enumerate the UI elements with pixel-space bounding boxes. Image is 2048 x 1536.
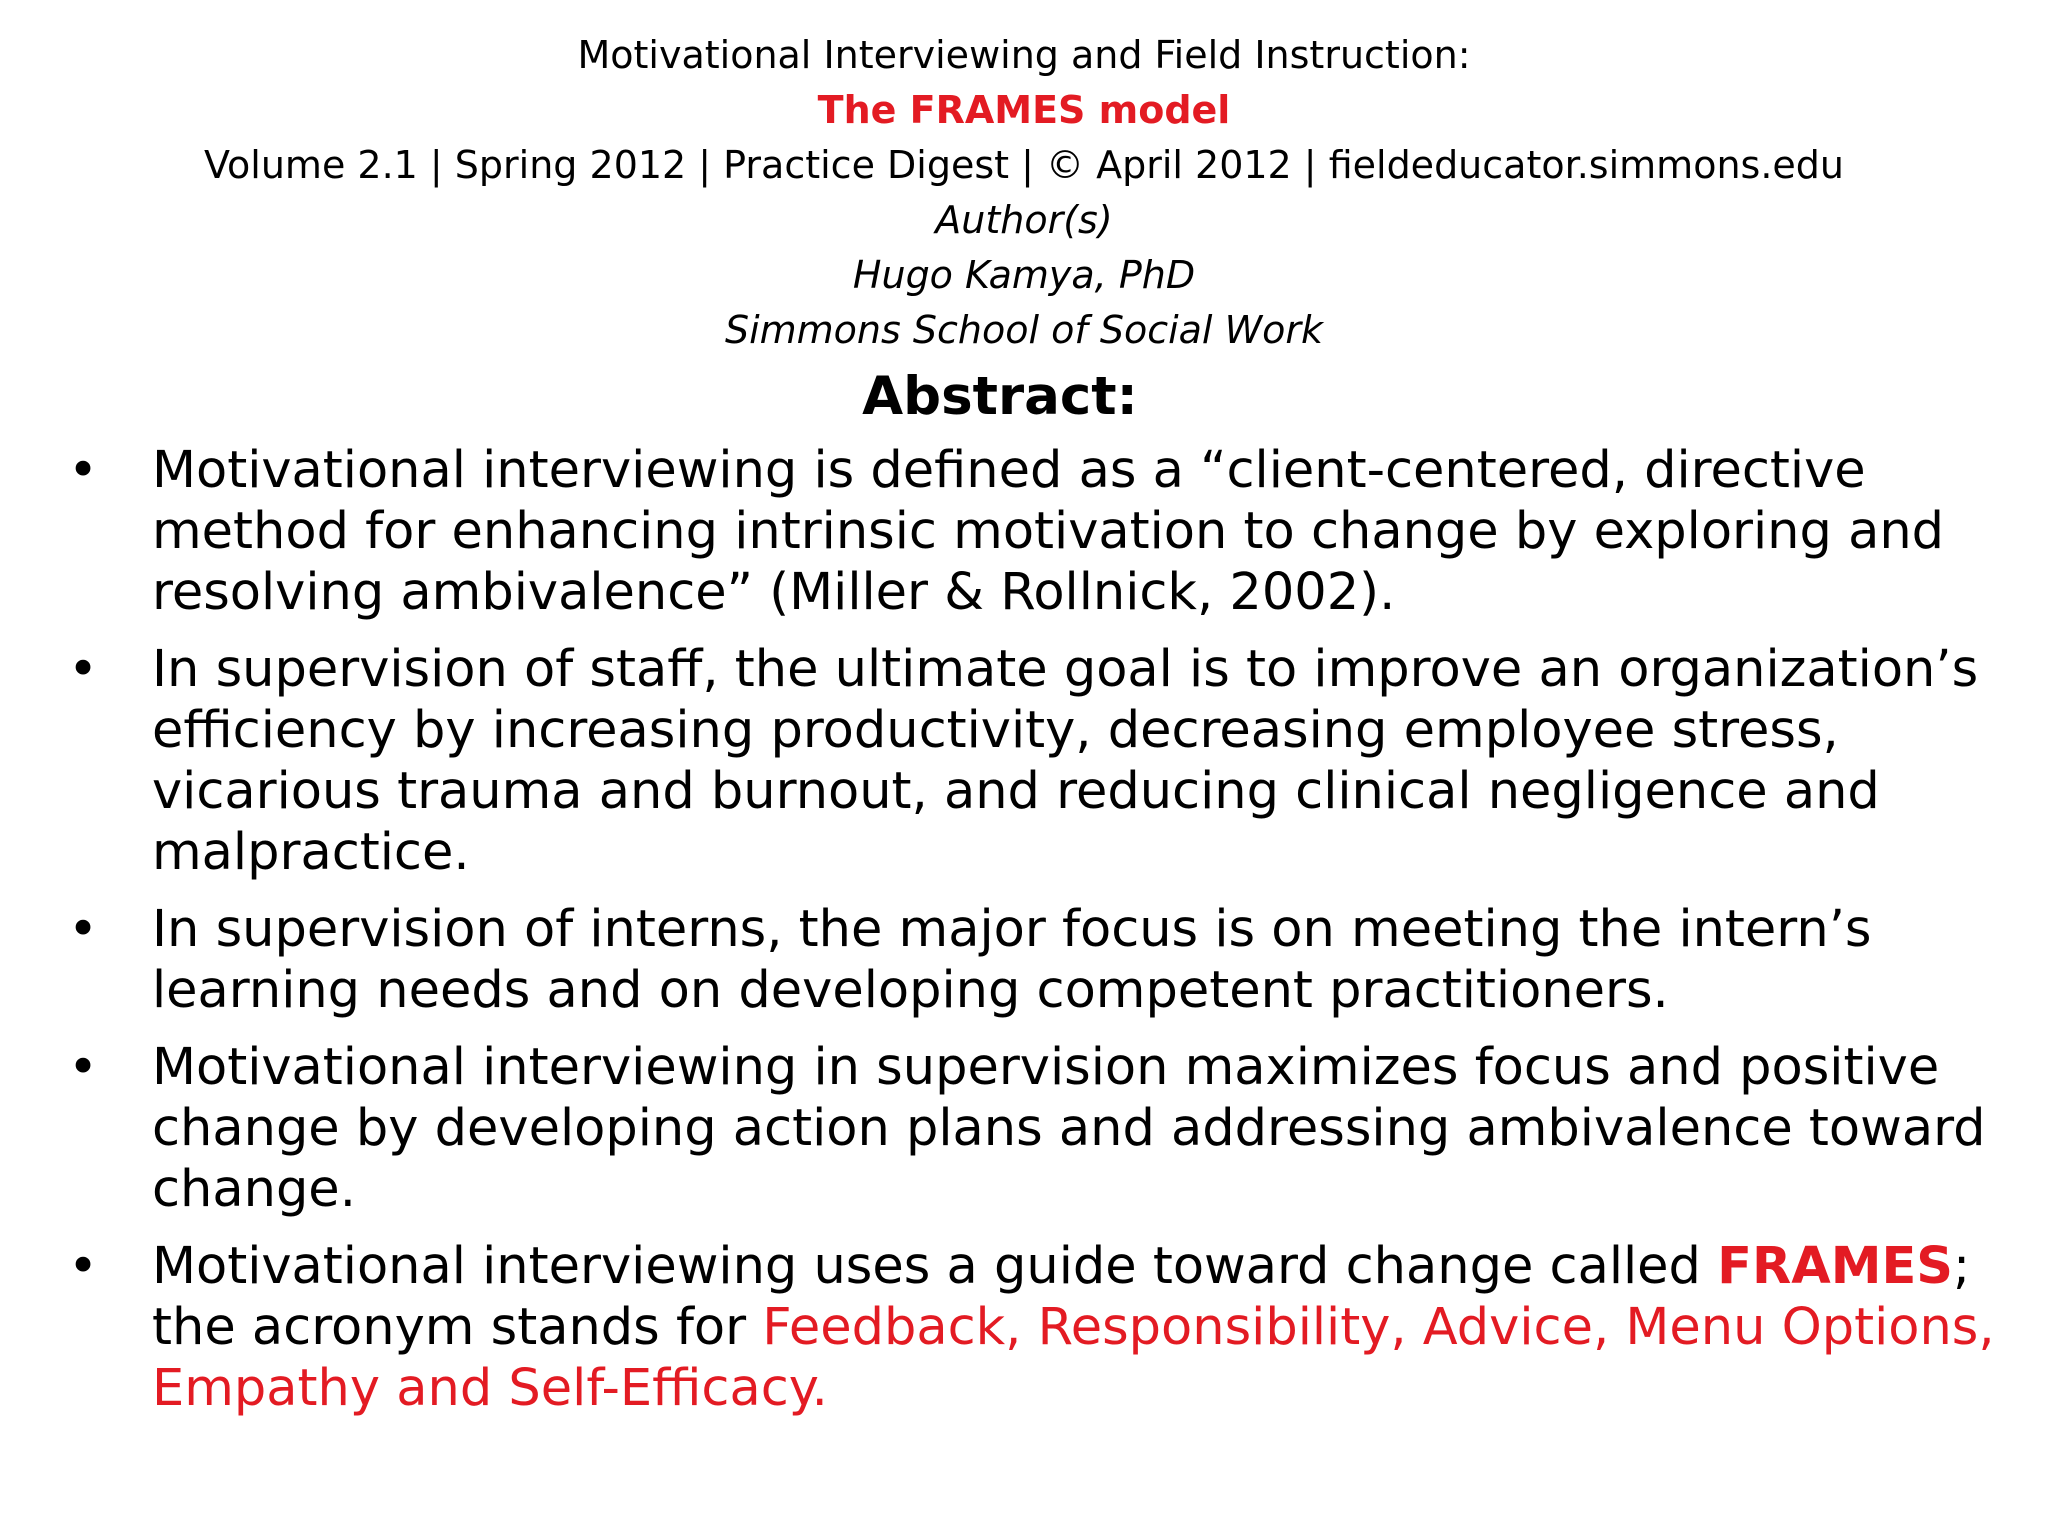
list-item bbox=[68, 639, 2008, 883]
publication-info: Volume 2.1 | Spring 2012 | Practice Digest | © April 2012 | fieldeducator.simmons.edu bbox=[204, 143, 1844, 187]
document-header bbox=[0, 28, 2048, 358]
list-item bbox=[68, 1037, 2008, 1220]
bullet-icon: • bbox=[68, 1038, 99, 1097]
bullet-icon: • bbox=[68, 441, 99, 500]
bullet-text: In supervision of staff, the ultimate goal is to improve an organization’s efficiency by increasing productivity, decreasing employee stress, vicarious trauma and burnout, and reducing clinical negligence and malpractice. bbox=[152, 640, 1979, 882]
bullet-icon: • bbox=[68, 900, 99, 959]
bullet-icon: • bbox=[68, 640, 99, 699]
abstract-bullet-list bbox=[68, 440, 2008, 1435]
bullet-icon: • bbox=[68, 1237, 99, 1296]
list-item bbox=[68, 440, 2008, 623]
list-item bbox=[68, 899, 2008, 1021]
frames-acronym: FRAMES bbox=[1717, 1237, 1954, 1296]
author-affiliation: Simmons School of Social Work bbox=[724, 308, 1324, 352]
article-title: The FRAMES model bbox=[817, 88, 1231, 132]
bullet-text: Motivational interviewing in supervision maximizes focus and positive change by developing action plans and addressing ambivalence toward change. bbox=[152, 1038, 1986, 1219]
bullet-text: In supervision of interns, the major focus is on meeting the intern’s learning needs and on developing competent practitioners. bbox=[152, 900, 1872, 1020]
bullet-text-part2: ; the acronym stands for bbox=[152, 1237, 1971, 1357]
abstract-heading: Abstract: bbox=[862, 366, 1138, 427]
list-item bbox=[68, 1236, 2008, 1419]
acronym-expansion: Feedback, Responsibility, Advice, Menu Options, Empathy and Self-Efficacy. bbox=[152, 1298, 1995, 1418]
author-name: Hugo Kamya, PhD bbox=[852, 253, 1196, 297]
series-title: Motivational Interviewing and Field Instruction: bbox=[577, 33, 1471, 77]
bullet-text: Motivational interviewing is defined as a “client-centered, directive method for enhancing intrinsic motivation to change by exploring and resolving ambivalence” (Miller & Rollnick, 2002). bbox=[152, 441, 1945, 622]
bullet-text-part1: Motivational interviewing uses a guide toward change called bbox=[152, 1237, 1718, 1296]
authors-label: Author(s) bbox=[935, 198, 1113, 242]
